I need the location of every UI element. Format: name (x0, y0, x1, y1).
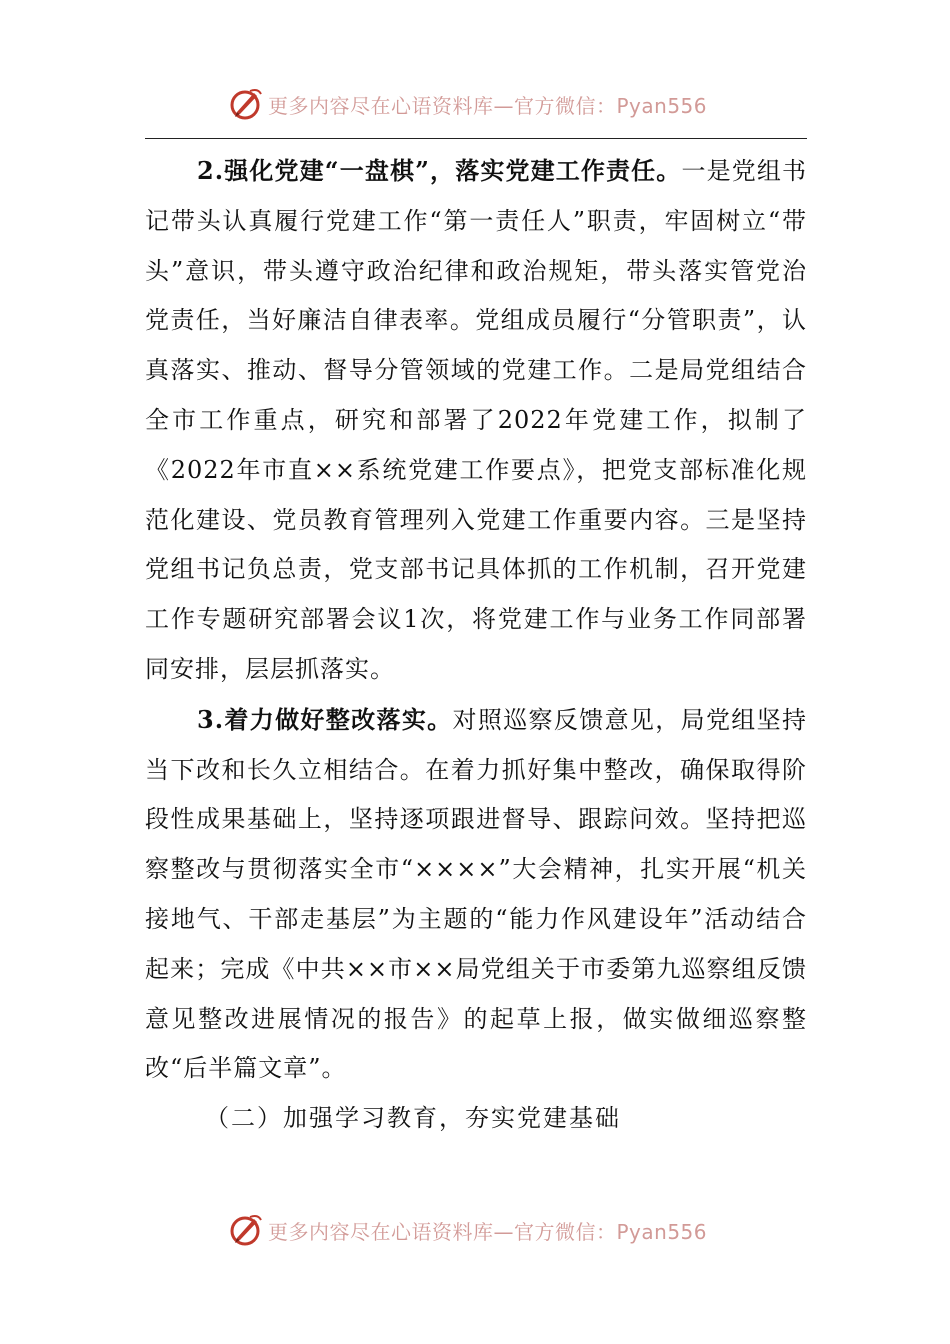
footer-banner-text: 更多内容尽在心语资料库—官方微信：Pyan556 (268, 1219, 708, 1244)
header-divider (145, 138, 807, 139)
footer-banner (228, 1210, 707, 1250)
header-banner (228, 84, 707, 124)
paragraph-rectification (145, 695, 807, 1094)
paragraph-title: 3.着力做好整改落实。 (197, 704, 453, 734)
header-banner-text: 更多内容尽在心语资料库—官方微信：Pyan556 (268, 93, 708, 118)
section-heading: （二）加强学习教育，夯实党建基础 (205, 1104, 621, 1133)
brush-logo-icon (228, 86, 264, 122)
paragraph-text: 对照巡察反馈意见，局党组坚持当下改和长久立相结合。在着力抓好集中整改，确保取得阶段性成果基础上，坚持逐项跟进督导、跟踪问效。坚持把巡察整改与贯彻落实全市“××××”大会精神，扎实开展“机关接地气、干部走基层”为主题的“能力作风建设年”活动结合起来；完成《中共××市××局党组关于市委第九巡察组反馈意见整改进展情况的报告》的起草上报，做实做细巡察整改“后半篇文章”。 (145, 705, 808, 1083)
paragraph-title: 2.强化党建“一盘棋”，落实党建工作责任。 (197, 156, 682, 185)
document-body (145, 146, 807, 1144)
paragraph-party-building-responsibility (145, 146, 807, 695)
paragraph-text: 一是党组书记带头认真履行党建工作“第一责任人”职责，牢固树立“带头”意识，带头遵守政治纪律和政治规矩，带头落实管党治党责任，当好廉洁自律表率。党组成员履行“分管职责”，认真落实、推动、督导分管领域的党建工作。二是局党组结合全市工作重点，研究和部署了2022年党建工作，拟制了《2022年市直××系统党建工作要点》，把党支部标准化规范化建设、党员教育管理列入党建工作重要内容。三是坚持党组书记负总责，党支部书记具体抓的工作机制，召开党建工作专题研究部署会议1次，将党建工作与业务工作同部署同安排，层层抓落实。 (145, 157, 807, 683)
brush-logo-icon (228, 1212, 264, 1248)
